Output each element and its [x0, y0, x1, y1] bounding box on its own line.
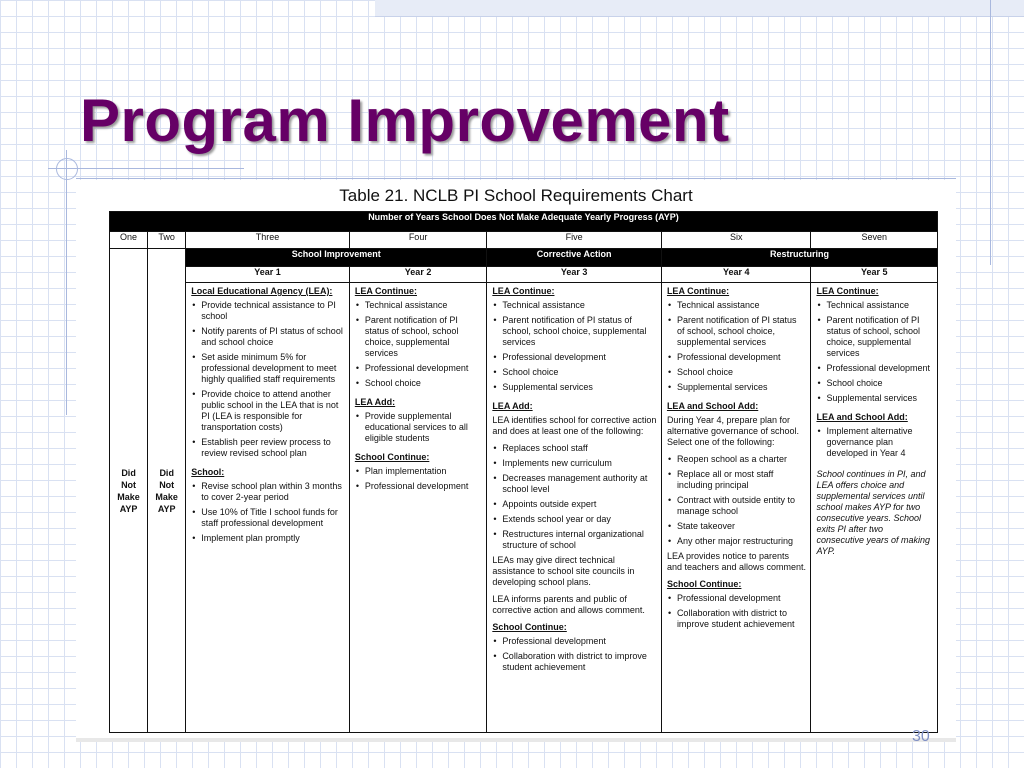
phase-row — [110, 249, 938, 267]
list-item: • Contract with outside entity to manage school — [677, 495, 807, 517]
list-item: • Collaboration with district to improve student achievement — [502, 651, 657, 673]
list-item: • Implement plan promptly — [201, 533, 345, 544]
table-title: Table 21. NCLB PI School Requirements Chart — [339, 186, 693, 205]
list-item: • Reopen school as a charter — [677, 454, 807, 465]
table-header-row — [110, 212, 938, 232]
requirements-table — [109, 211, 938, 733]
year-label: Year 1 — [186, 267, 350, 283]
list-item: • Professional development — [677, 352, 807, 363]
dnm-word: Did — [121, 467, 136, 478]
dnm-word: Make — [117, 491, 140, 502]
list-item: • Use 10% of Title I school funds for staff professional development — [201, 507, 345, 529]
list-item: • School choice — [502, 367, 657, 378]
list-item: • Provide supplemental educational services to all eligible students — [365, 411, 482, 444]
list-item: • Replace all or most staff including principal — [677, 469, 807, 491]
year-count: Four — [349, 232, 486, 249]
list-item: • School choice — [365, 378, 482, 389]
list-item: • Any other major restructuring — [677, 536, 807, 547]
list — [492, 636, 657, 673]
paragraph: LEAs may give direct technical assistance to school site councils in developing school plans. — [492, 555, 635, 587]
list-item: • Parent notification of PI status of school, school choice, supplemental services — [826, 315, 933, 359]
year1-requirements — [186, 283, 350, 733]
list — [355, 300, 482, 389]
dnm-word: Not — [121, 479, 137, 490]
list-item: • Technical assistance — [502, 300, 657, 311]
slide-page-number: 30 — [912, 728, 930, 745]
list-item: • Professional development — [677, 593, 807, 604]
top-decoration-band — [375, 0, 1024, 17]
section-heading: School Continue: — [666, 579, 742, 589]
list-item: • Professional development — [365, 481, 482, 492]
list-item: • Technical assistance — [826, 300, 933, 311]
section-heading: LEA Continue: — [354, 286, 417, 296]
list-item: • Technical assistance — [365, 300, 482, 311]
dnm-word: AYP — [157, 503, 176, 514]
list-item: • School choice — [826, 378, 933, 389]
list-item: • Parent notification of PI status of school, school choice, supplemental services — [502, 315, 657, 348]
list-item: • Professional development — [826, 363, 933, 374]
list-item: • State takeover — [677, 521, 807, 532]
list-item: • Appoints outside expert — [502, 499, 657, 510]
dnm-word: Not — [159, 479, 175, 490]
section-heading: School: — [191, 467, 225, 477]
document-image — [76, 180, 956, 742]
list — [816, 426, 933, 459]
list-item: • Revise school plan within 3 months to cover 2-year period — [201, 481, 345, 503]
list-item: • Professional development — [502, 352, 657, 363]
year4-requirements — [661, 283, 811, 733]
phase-restructuring: Restructuring — [661, 249, 937, 267]
list-item: • Plan implementation — [365, 466, 482, 477]
list — [492, 443, 657, 551]
list-item: • Professional development — [502, 636, 657, 647]
list — [667, 593, 807, 630]
list-item: • Set aside minimum 5% for professional development to meet highly qualified staff requirements — [201, 352, 345, 385]
section-heading: LEA Continue: — [492, 286, 555, 296]
paragraph: LEA identifies school for corrective action and does at least one of the following: — [492, 415, 657, 436]
year-count: Two — [148, 232, 186, 249]
list-item: • Professional development — [365, 363, 482, 374]
year-label: Year 4 — [661, 267, 811, 283]
decor-vertical-line-right — [990, 0, 991, 265]
phase-corrective-action: Corrective Action — [487, 249, 662, 267]
year5-requirements — [811, 283, 938, 733]
paragraph: LEA provides notice to parents and teachers and allows comment. — [666, 551, 807, 572]
list-item: • Technical assistance — [677, 300, 807, 311]
list-item: • Notify parents of PI status of school and school choice — [201, 326, 345, 348]
list-item: • Collaboration with district to improve student achievement — [677, 608, 807, 630]
list — [492, 300, 657, 393]
list-item: • Supplemental services — [826, 393, 933, 404]
year-count: Five — [487, 232, 662, 249]
list-item: • Establish peer review process to review revised school plan — [201, 437, 345, 459]
section-heading: LEA Add: — [354, 397, 396, 407]
section-heading: LEA Continue: — [666, 286, 730, 296]
year-count: Three — [186, 232, 350, 249]
year-label-row — [110, 267, 938, 283]
section-heading: LEA and School Add: — [816, 412, 908, 422]
table-header: Number of Years School Does Not Make Adequate Yearly Progress (AYP) — [110, 212, 938, 232]
list-item: • School choice — [677, 367, 807, 378]
paragraph: LEA informs parents and public of corrective action and allows comment. — [492, 594, 645, 615]
did-not-make-ayp-cell — [148, 249, 186, 733]
year-label: Year 2 — [349, 267, 486, 283]
slide-title: Program Improvement — [80, 87, 730, 154]
section-heading: LEA Add: — [492, 401, 533, 411]
list-item: • Extends school year or day — [502, 514, 657, 525]
year-label: Year 5 — [811, 267, 938, 283]
section-heading: LEA and School Add: — [666, 401, 759, 411]
section-heading: School Continue: — [492, 622, 567, 632]
list-item: • Provide technical assistance to PI school — [201, 300, 345, 322]
dnm-word: Did — [159, 467, 174, 478]
section-heading: Local Educational Agency (LEA): — [191, 286, 333, 296]
section-heading: LEA Continue: — [816, 286, 879, 296]
list-item: • Provide choice to attend another public school in the LEA that is not PI (LEA is responsible for transportation costs) — [201, 389, 345, 433]
year-count: Seven — [811, 232, 938, 249]
paragraph: During Year 4, prepare plan for alternative governance of school. Select one of the following: — [666, 415, 800, 447]
year3-requirements — [487, 283, 662, 733]
italic-note: School continues in PI, and LEA offers choice and supplemental services until school makes AYP for two consecutive years. School exits PI after two consecutive years of making AYP. — [816, 469, 931, 556]
decor-horizontal-line-long — [76, 178, 956, 179]
decor-circle — [56, 158, 78, 180]
list — [355, 466, 482, 492]
list-item: • Parent notification of PI status of school, school choice, supplemental services — [677, 315, 807, 348]
list-item: • Restructures internal organizational structure of school — [502, 529, 657, 551]
year-label: Year 3 — [487, 267, 662, 283]
list — [667, 454, 807, 547]
did-not-make-ayp-cell — [110, 249, 148, 733]
section-heading: School Continue: — [354, 452, 430, 462]
year-count: One — [110, 232, 148, 249]
list-item: • Supplemental services — [677, 382, 807, 393]
year2-requirements — [349, 283, 486, 733]
year-count: Six — [661, 232, 811, 249]
list-item: • Parent notification of PI status of school, school choice, supplemental services — [365, 315, 482, 359]
list — [191, 481, 345, 544]
decor-vertical-line-left — [66, 150, 67, 415]
list — [191, 300, 345, 459]
dnm-word: AYP — [119, 503, 138, 514]
list-item: • Implement alternative governance plan developed in Year 4 — [826, 426, 933, 459]
list — [667, 300, 807, 393]
list-item: • Replaces school staff — [502, 443, 657, 454]
list — [816, 300, 933, 404]
list-item: • Decreases management authority at school level — [502, 473, 657, 495]
list-item: • Supplemental services — [502, 382, 657, 393]
requirements-row — [110, 283, 938, 733]
list-item: • Implements new curriculum — [502, 458, 657, 469]
dnm-word: Make — [155, 491, 178, 502]
list — [355, 411, 482, 444]
phase-school-improvement: School Improvement — [186, 249, 487, 267]
years-row — [110, 232, 938, 249]
